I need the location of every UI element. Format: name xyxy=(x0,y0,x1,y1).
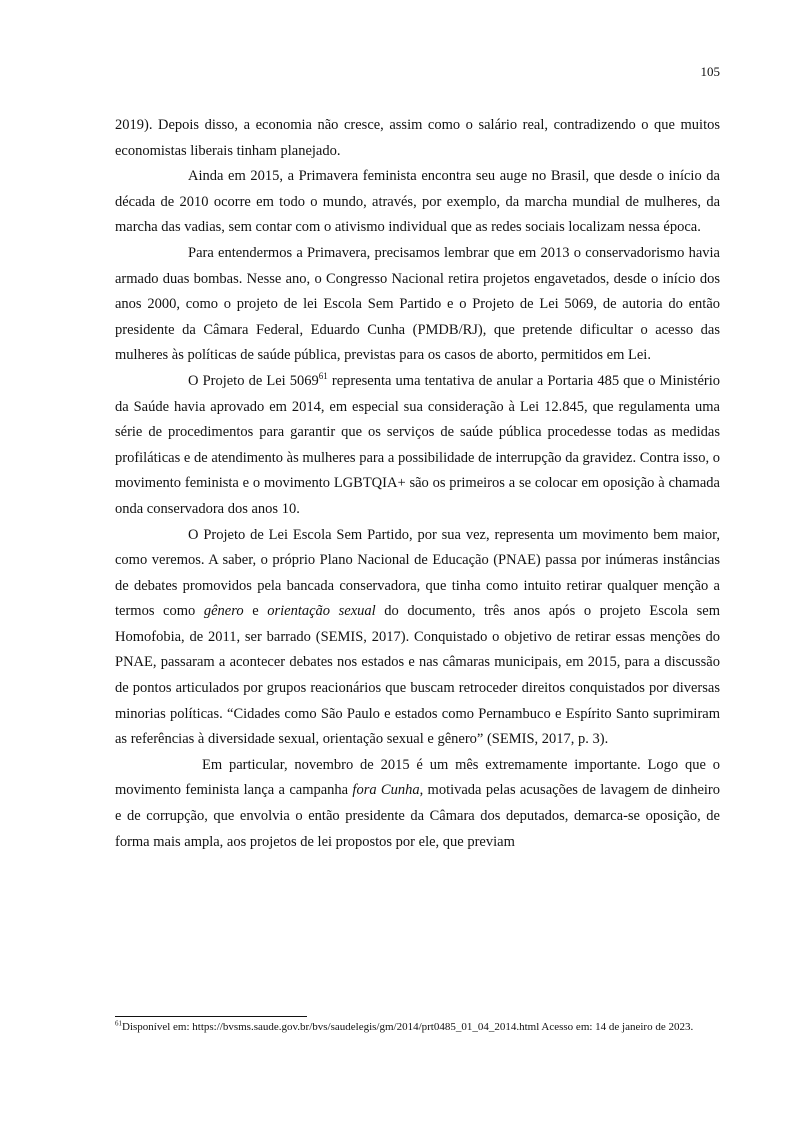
paragraph-4-lead: O Projeto de Lei 5069 xyxy=(188,372,319,389)
paragraph-5-part-c: do documento, três anos após o projeto Escola sem Homofobia, de 2011, ser barrado (SEMIS, 2017). Conquistado o objetivo de retirar essas menções do PNAE, passaram a acontecer debates nos estados e nas câmaras municipais, em 2015, para a discussão de pontos articulados por grupos reacionários que buscam retroceder direitos conquistados por diversas minorias políticas. “Cidades como São Paulo e estados como Pernambuco e Espírito Santo suprimiram as referências à diversidade sexual, orientação sexual e gênero” (SEMIS, 2017, p. 3). xyxy=(115,603,721,748)
paragraph-5 xyxy=(115,523,720,753)
paragraph-1: 2019). Depois disso, a economia não cresce, assim como o salário real, contradizendo o que muitos economistas liberais tinham planejado. xyxy=(115,117,720,159)
paragraph-3: Para entendermos a Primavera, precisamos lembrar que em 2013 o conservadorismo havia armado duas bombas. Nesse ano, o Congresso Nacional retira projetos engavetados, desde o início dos anos 2000, como o projeto de lei Escola Sem Partido e o Projeto de Lei 5069, de autoria do então presidente da Câmara Federal, Eduardo Cunha (PMDB/RJ), que pretende dificultar o acesso das mulheres às políticas de saúde pública, previstas para os casos de aborto, permitidos em Lei. xyxy=(115,244,720,364)
paragraph-5-part-a: O Projeto de Lei Escola Sem Partido, por sua vez, representa um movimento bem maior, como veremos. A saber, o próprio Plano Nacional de Educação (PNAE) passa por inúmeras instâncias de debates promovidos pela bancada conservadora, que tinha como intuito retirar qualquer menção a termos como xyxy=(115,526,720,620)
footnote xyxy=(115,1021,720,1035)
page-number: 105 xyxy=(700,64,720,79)
paragraph-6-part-b: , motivada pelas acusações de lavagem de dinheiro e de corrupção, que envolvia o então presidente da Câmara dos deputados, demarca-se oposição, de forma mais ampla, aos projetos de lei propostos por ele, que previam xyxy=(115,782,720,850)
paragraph-6 xyxy=(115,753,720,855)
paragraph-6-part-a: Em particular, novembro de 2015 é um mês extremamente importante. Logo que o movimento feminista lança a campanha xyxy=(115,756,720,799)
paragraph-5-part-b: e xyxy=(243,603,268,620)
campaign-fora-cunha: fora Cunha xyxy=(352,782,420,799)
footnote-text: Disponível em: https://bvsms.saude.gov.br/bvs/saudelegis/gm/2014/prt0485_01_04_2014.html Acesso em: 14 de janeiro de 2023. xyxy=(122,1021,694,1033)
body-text xyxy=(115,113,720,855)
term-orientacao-sexual: orientação sexual xyxy=(267,603,376,620)
paragraph-4 xyxy=(115,369,720,523)
paragraph-4-rest: representa uma tentativa de anular a Portaria 485 que o Ministério da Saúde havia aprovado em 2014, em especial sua consideração à Lei 12.845, que regulamenta uma série de procedimentos para garantir que os serviços de saúde pública procedesse todas as medidas profiláticas e de atendimento às mulheres para a possibilidade de interrupção da gravidez. Contra isso, o movimento feminista e o movimento LGBTQIA+ são os primeiros a se colocar em oposição à chamada onda conservadora dos anos 10. xyxy=(115,372,720,517)
term-genero: gênero xyxy=(203,603,244,620)
footnote-divider xyxy=(115,1016,307,1017)
paragraph-2: Ainda em 2015, a Primavera feminista encontra seu auge no Brasil, que desde o início da década de 2010 ocorre em todo o mundo, através, por exemplo, da marcha mundial de mulheres, da marcha das vadias, sem contar com o ativismo individual que as redes sociais localizam nessa época. xyxy=(115,168,720,236)
footnote-reference: 61 xyxy=(318,371,328,382)
footnote-marker: 61 xyxy=(115,1019,122,1028)
